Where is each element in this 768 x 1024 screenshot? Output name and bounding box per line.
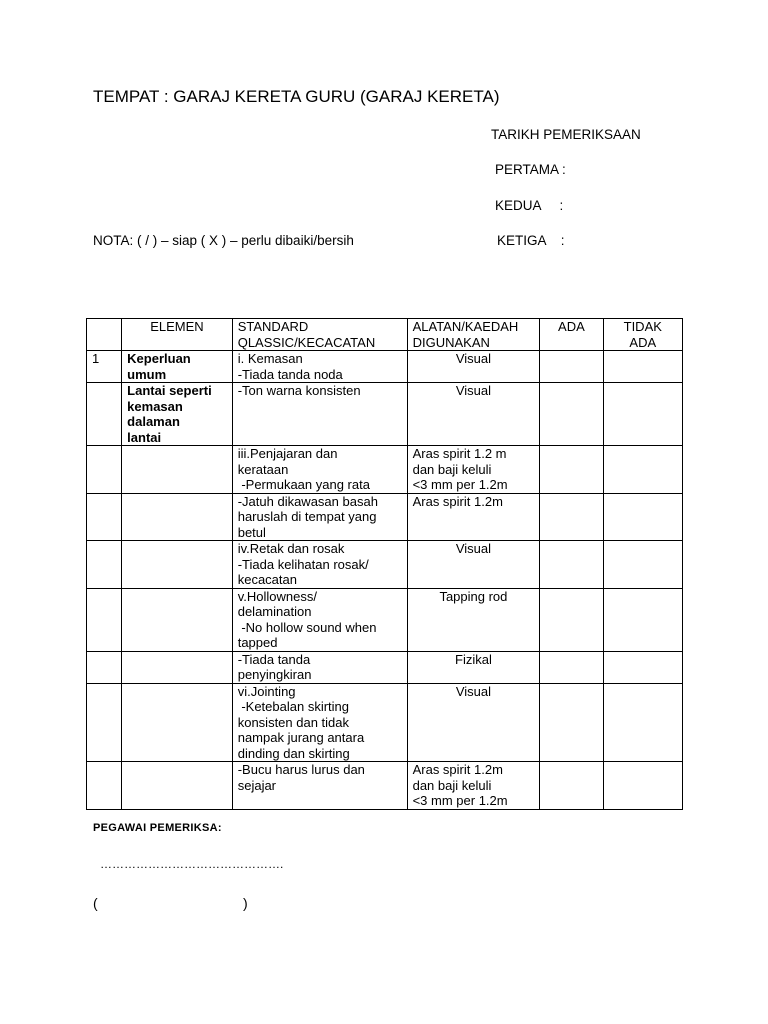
row-tidak-ada-cell: [603, 446, 682, 494]
row-ada-cell: [540, 541, 603, 589]
table-body: [87, 351, 683, 810]
signature-line: ……………………………………….: [100, 857, 284, 871]
row-alatan: Visual: [407, 383, 540, 446]
nota-legend: NOTA: ( / ) – siap ( X ) – perlu dibaiki/bersih: [93, 233, 354, 248]
row-ada-cell: [540, 588, 603, 651]
table-row: [87, 762, 683, 810]
header-tidak-ada: TIDAK ADA: [603, 319, 682, 351]
row-alatan: Visual: [407, 683, 540, 762]
row-tidak-ada-cell: [603, 493, 682, 541]
header-elemen: ELEMEN: [122, 319, 233, 351]
row-tidak-ada-cell: [603, 383, 682, 446]
table-row: [87, 683, 683, 762]
row-number: [87, 493, 122, 541]
tarikh-pemeriksaan-label: TARIKH PEMERIKSAAN: [491, 127, 641, 142]
row-number: [87, 446, 122, 494]
row-standard: -Bucu harus lurus dan sejajar: [232, 762, 407, 810]
row-number: [87, 383, 122, 446]
table-row: [87, 651, 683, 683]
row-ada-cell: [540, 762, 603, 810]
row-tidak-ada-cell: [603, 351, 682, 383]
name-paren-close: ): [243, 895, 248, 911]
row-standard: -Jatuh dikawasan basah haruslah di tempat yang betul: [232, 493, 407, 541]
table-row: [87, 493, 683, 541]
row-alatan: Aras spirit 1.2 m dan baji keluli <3 mm per 1.2m: [407, 446, 540, 494]
row-ada-cell: [540, 446, 603, 494]
row-standard: vi.Jointing -Ketebalan skirting konsisten dan tidak nampak jurang antara dinding dan skirting: [232, 683, 407, 762]
table-row: [87, 541, 683, 589]
name-paren-open: (: [93, 895, 98, 911]
row-number: [87, 683, 122, 762]
row-elemen: [122, 446, 233, 494]
inspection-table: [86, 318, 683, 810]
row-ada-cell: [540, 383, 603, 446]
row-tidak-ada-cell: [603, 588, 682, 651]
row-standard: i. Kemasan -Tiada tanda noda: [232, 351, 407, 383]
row-number: [87, 541, 122, 589]
pertama-label: PERTAMA :: [495, 162, 566, 177]
row-number: [87, 762, 122, 810]
header-no: [87, 319, 122, 351]
header-ada: ADA: [540, 319, 603, 351]
row-elemen: [122, 493, 233, 541]
pegawai-pemeriksa-label: PEGAWAI PEMERIKSA:: [93, 822, 222, 834]
table-row: [87, 351, 683, 383]
row-number: [87, 588, 122, 651]
row-tidak-ada-cell: [603, 683, 682, 762]
row-number: 1: [87, 351, 122, 383]
page-title: TEMPAT : GARAJ KERETA GURU (GARAJ KERETA): [93, 87, 500, 106]
row-standard: v.Hollowness/ delamination -No hollow sound when tapped: [232, 588, 407, 651]
row-ada-cell: [540, 351, 603, 383]
row-standard: iv.Retak dan rosak -Tiada kelihatan rosak/ kecacatan: [232, 541, 407, 589]
row-standard: -Ton warna konsisten: [232, 383, 407, 446]
row-elemen: Lantai seperti kemasan dalaman lantai: [122, 383, 233, 446]
table-row: [87, 588, 683, 651]
row-alatan: Aras spirit 1.2m: [407, 493, 540, 541]
row-number: [87, 651, 122, 683]
row-elemen: [122, 588, 233, 651]
table-row: [87, 446, 683, 494]
row-standard: -Tiada tanda penyingkiran: [232, 651, 407, 683]
header-alatan: ALATAN/KAEDAH DIGUNAKAN: [407, 319, 540, 351]
row-ada-cell: [540, 493, 603, 541]
row-alatan: Visual: [407, 541, 540, 589]
row-elemen: [122, 683, 233, 762]
table-row: [87, 383, 683, 446]
row-elemen: Keperluan umum: [122, 351, 233, 383]
row-alatan: Visual: [407, 351, 540, 383]
row-ada-cell: [540, 683, 603, 762]
row-alatan: Fizikal: [407, 651, 540, 683]
row-alatan: Aras spirit 1.2m dan baji keluli <3 mm per 1.2m: [407, 762, 540, 810]
row-elemen: [122, 762, 233, 810]
row-alatan: Tapping rod: [407, 588, 540, 651]
kedua-label: KEDUA :: [495, 198, 564, 213]
header-standard: STANDARD QLASSIC/KECACATAN: [232, 319, 407, 351]
table-header-row: [87, 319, 683, 351]
row-tidak-ada-cell: [603, 541, 682, 589]
row-standard: iii.Penjajaran dan kerataan -Permukaan yang rata: [232, 446, 407, 494]
row-tidak-ada-cell: [603, 762, 682, 810]
row-elemen: [122, 541, 233, 589]
row-elemen: [122, 651, 233, 683]
row-tidak-ada-cell: [603, 651, 682, 683]
ketiga-label: KETIGA :: [497, 233, 565, 248]
row-ada-cell: [540, 651, 603, 683]
